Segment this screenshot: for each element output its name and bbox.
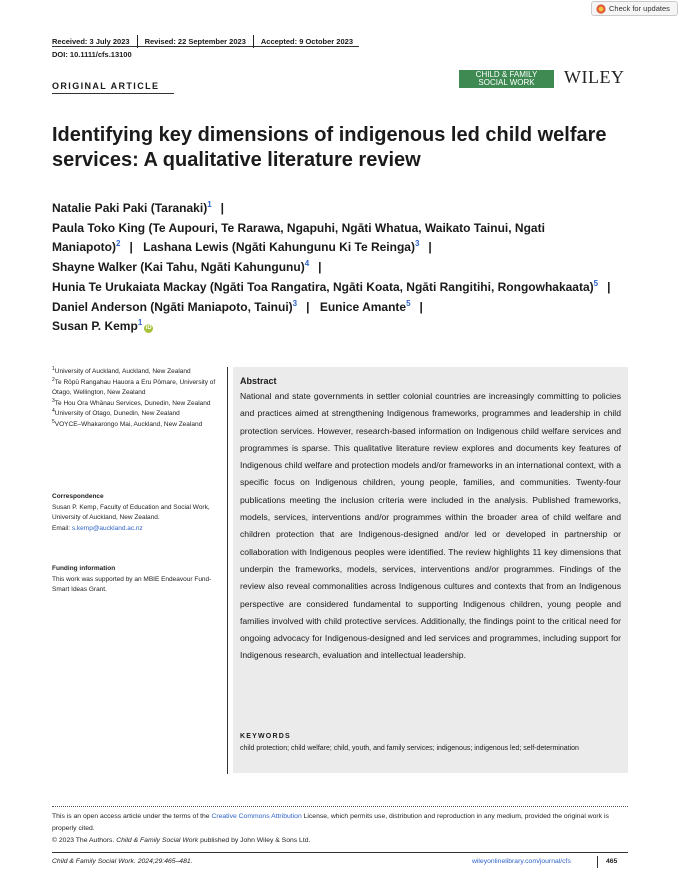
license-divider [52, 806, 628, 807]
funding-info [52, 564, 222, 596]
publisher-logo: WILEY [564, 67, 625, 87]
license-text: License, which permits use, distribution and reproduction in any medium, provided the original work is properly cited. [52, 813, 609, 832]
author-name[interactable]: Lashana Lewis (Ngāti Kahungunu Ki Te Reinga) [143, 240, 415, 255]
funding-text: This work was supported by an MBIE Endeavour Fund-Smart Ideas Grant. [52, 575, 212, 593]
journal-citation: Child & Family Social Work. 2024;29:465–481. [52, 858, 193, 865]
author-separator: | [419, 299, 423, 314]
journal-logo-line2: SOCIAL WORK [478, 78, 535, 87]
page-number: 465 [606, 858, 618, 865]
doi-divider [52, 46, 359, 47]
orcid-icon[interactable]: iD [145, 325, 152, 332]
author-name[interactable]: Susan P. Kemp [52, 319, 138, 334]
affiliation-item: $^1$University of Auckland, Auckland, New Zealand [52, 366, 191, 375]
author-affiliation-ref[interactable]: 5 [406, 298, 411, 308]
article-type: ORIGINAL ARTICLE [52, 81, 160, 91]
correspondence-text: Susan P. Kemp, Faculty of Education and Social Work, University of Auckland, New Zealand. [52, 503, 210, 521]
correspondence-heading: Correspondence [52, 493, 104, 500]
author-name[interactable]: Hunia Te Urukaiata Mackay (Ngāti Toa Rangatira, Ngāti Koata, Ngāti Rangitihi, Rongowhakaata) [52, 279, 594, 294]
correspondence-email-link[interactable]: s.kemp@auckland.ac.nz [71, 524, 143, 532]
affiliation-item: $^4$University of Otago, Dunedin, New Zealand [52, 408, 180, 417]
author-separator: | [306, 299, 310, 314]
author-affiliation-ref[interactable]: 2 [116, 239, 121, 249]
accepted-date: Accepted: 9 October 2023 [260, 37, 353, 46]
author-separator: | [220, 201, 224, 215]
keywords-text: child protection; child welfare; child, youth, and family services; indigenous; indigenous led; self-determination [240, 745, 579, 752]
email-label: Email: [52, 524, 71, 532]
affiliation-item: $^2$Te Rōpū Rangahau Hauora a Eru Pōmare, University of Otago, Wellington, New Zealand [52, 376, 216, 396]
journal-logo-line1: CHILD & FAMILY [475, 69, 538, 79]
copyright-text: © 2023 The Authors. [52, 837, 117, 844]
affiliations [52, 367, 222, 430]
abstract-text: National and state governments in settler colonial countries are increasingly committing to policies and practices aimed at strengthening Indigenous frameworks, programmes and leadership in child protection services. However, research-based information on Indigenous child welfare services and programmes is sparse. This qualitative literature review explores and documents key features of Indigenous child welfare and protection models and/or frameworks in an international context, with a specific focus on Indigenous children, young people, families, and communities. Twenty-four publications meeting the inclusion criteria were included in the analysis. Published frameworks, models, services, interventions and/or programmes within the broader area of child welfare and children protection that are Indigenous-designed and/or led or developed in partnership or collaboration with Indigenous peoples were identified. The review highlights 11 key dimensions that underpin the frameworks, models, services, interventions and/or programmes. Findings of the review also reveal commonalities across Indigenous cultures and contexts that from an Indigenous perspective are considered fundamental to supporting Indigenous children, young people and families involved with child protective services. Additionally, the findings point to the critical need for ongoing advocacy for Indigenous-designed and led services and programmes, including support for Indigenous research, evaluation and intellectual leadership. [240, 391, 621, 661]
journal-logo [459, 70, 554, 88]
author-separator: | [428, 240, 432, 255]
license-notice [52, 811, 628, 847]
footer-divider [52, 852, 628, 853]
revised-date: Revised: 22 September 2023 [144, 37, 246, 46]
article-title: Identifying key dimensions of indigenous led child welfare services: A qualitative literature review [52, 124, 607, 171]
copyright-text: published by John Wiley & Sons Ltd. [198, 837, 311, 844]
page-number-divider [597, 856, 598, 868]
funding-heading: Funding information [52, 565, 116, 572]
doi[interactable]: DOI: 10.1111/cfs.13100 [52, 50, 132, 59]
keywords-heading: KEYWORDS [240, 733, 291, 740]
author-affiliation-ref[interactable]: 1 [207, 200, 212, 209]
check-for-updates-button[interactable] [591, 1, 678, 16]
check-for-updates-label: Check for updates [609, 4, 670, 13]
author-name[interactable]: Paula Toko King (Te Aupouri, Te Rarawa, Ngapuhi, Ngāti Whatua, Waikato Tainui, Ngati Maniapoto) [52, 220, 545, 255]
affiliation-item: $^5$VOYCE–Whakarongo Mai, Auckland, New Zealand [52, 418, 203, 428]
author-affiliation-ref[interactable]: 4 [304, 259, 310, 269]
correspondence [52, 492, 222, 534]
received-date: Received: 3 July 2023 [52, 37, 130, 46]
author-name[interactable]: Daniel Anderson (Ngāti Maniapoto, Tainui) [52, 299, 293, 314]
copyright-journal: Child & Family Social Work [116, 837, 199, 844]
author-name[interactable]: Natalie Paki Paki (Taranaki) [52, 201, 208, 215]
article-type-underline [52, 93, 174, 94]
check-for-updates-icon [596, 4, 606, 14]
journal-url-link[interactable]: wileyonlinelibrary.com/journal/cfs [472, 858, 571, 865]
author-name[interactable]: Eunice Amante [319, 299, 407, 314]
author-affiliation-ref[interactable]: 3 [414, 239, 420, 249]
author-list [52, 199, 630, 337]
author-name[interactable]: Shayne Walker (Kai Tahu, Ngāti Kahungunu) [52, 260, 305, 275]
author-separator: | [607, 279, 611, 294]
author-affiliation-ref[interactable]: 5 [593, 278, 599, 288]
abstract-heading: Abstract [240, 376, 277, 386]
author-affiliation-ref[interactable]: 3 [292, 298, 298, 308]
author-separator: | [129, 240, 133, 255]
column-divider [227, 367, 228, 774]
author-affiliation-ref[interactable]: 1 [137, 318, 143, 328]
creative-commons-link[interactable]: Creative Commons Attribution [211, 813, 302, 820]
author-separator: | [318, 260, 322, 275]
affiliation-item: $^3$Te Hou Ora Whānau Services, Dunedin, New Zealand [52, 397, 211, 407]
license-text: This is an open access article under the terms of the [52, 813, 212, 820]
